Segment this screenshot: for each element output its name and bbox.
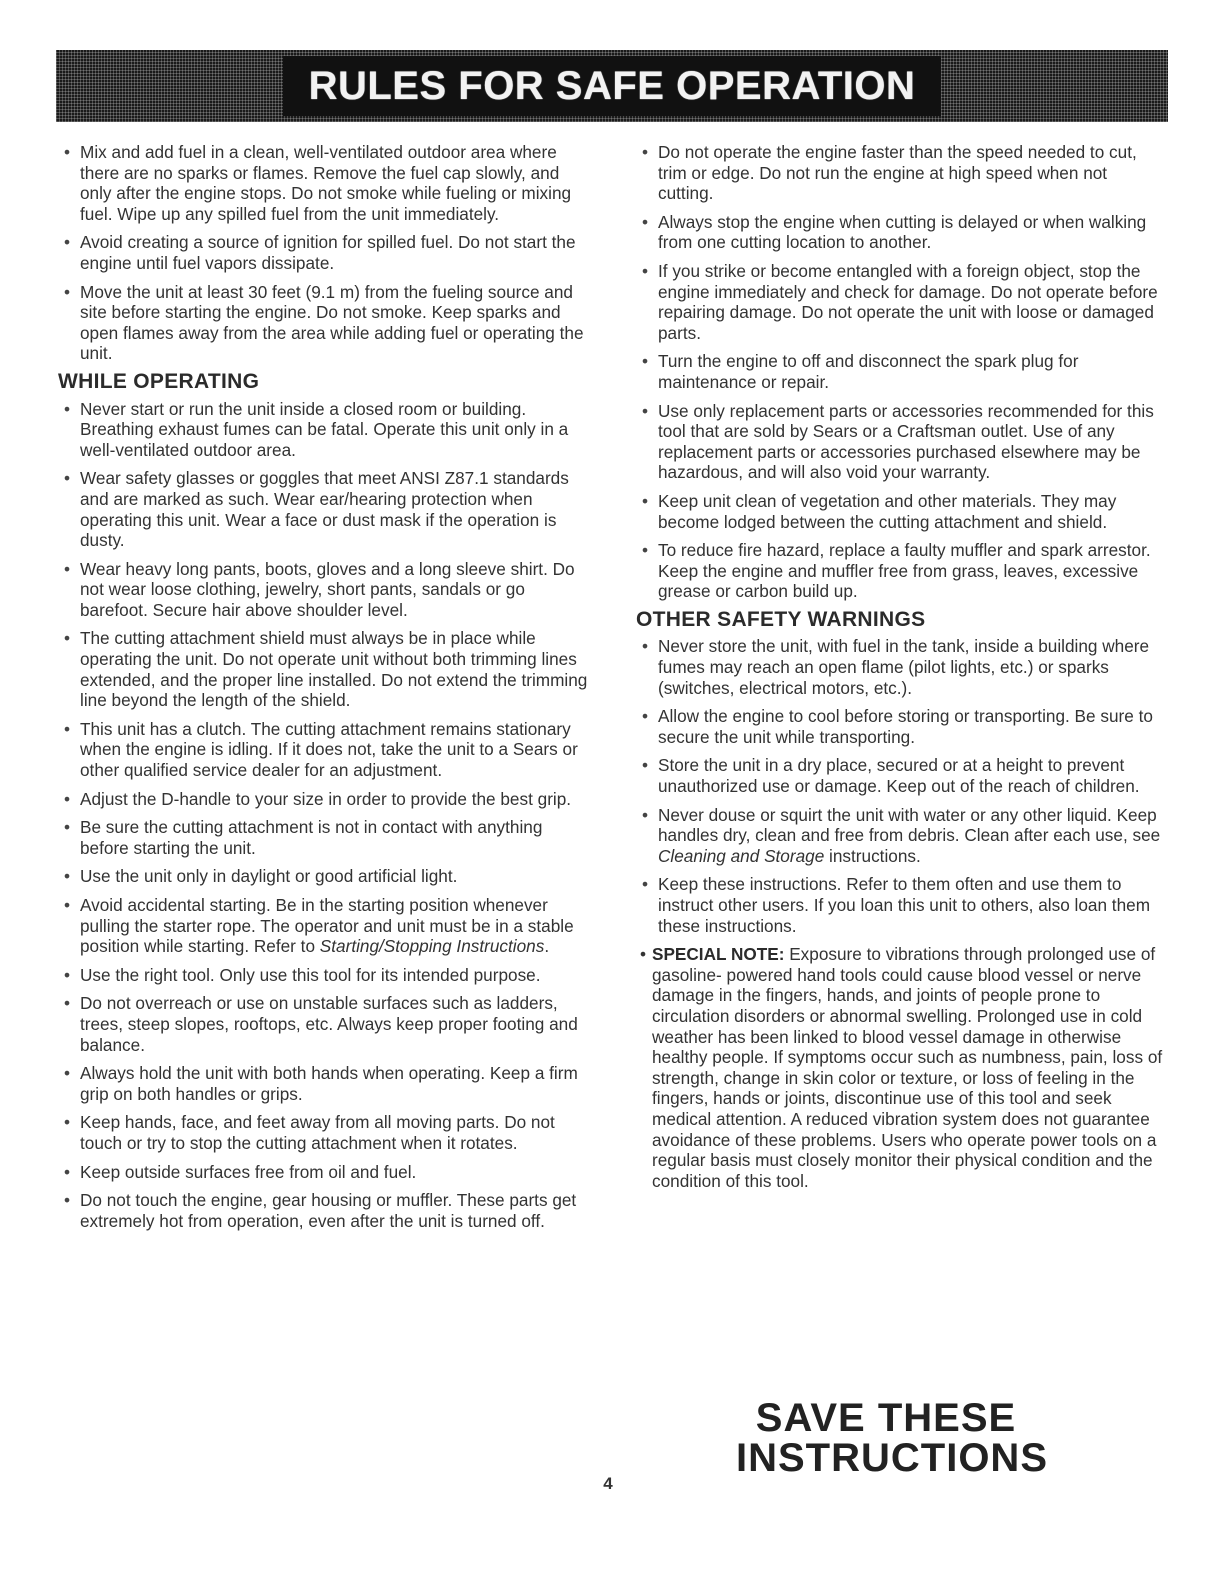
- list-item: • Allow the engine to cool before storing or transporting. Be sure to secure the unit while transporting.: [636, 706, 1166, 747]
- list-item: • Be sure the cutting attachment is not in contact with anything before starting the unit.: [58, 817, 588, 858]
- title-banner: [56, 50, 1168, 122]
- list-item: • Wear heavy long pants, boots, gloves and a long sleeve shirt. Do not wear loose clothing, jewelry, short pants, sandals or go barefoot. Secure hair above shoulder level.: [58, 559, 588, 621]
- list-item: • Never store the unit, with fuel in the tank, inside a building where fumes may reach an open flame (pilot lights, etc.) or sparks (switches, electrical motors, etc.).: [636, 636, 1166, 698]
- special-note-bullet: •: [640, 944, 647, 965]
- douse-item-text: Never douse or squirt the unit with water or any other liquid. Keep handles dry, clean and free from debris. Clean after each use, see: [658, 804, 1161, 846]
- list-item: • This unit has a clutch. The cutting attachment remains stationary when the engine is idling. If it does not, take the unit to a Sears or other qualified service dealer for an adjustment.: [58, 719, 588, 781]
- starting-item-end: .: [544, 936, 550, 957]
- list-item: • Keep hands, face, and feet away from all moving parts. Do not touch or try to stop the cutting attachment when it rotates.: [58, 1112, 588, 1153]
- while-operating-heading: WHILE OPERATING: [58, 369, 260, 393]
- page-number: 4: [603, 1474, 613, 1493]
- special-note-text: Exposure to vibrations through prolonged use of gasoline- powered hand tools could cause blood vessel or nerve damage in the fingers, hands, and joints of people prone to circulation disorders or abnormal swelling. Prolonged use in cold weather has been linked to blood vessel damage in otherwise healthy people. If symptoms occur such as numbness, pain, loss of strength, change in skin color or texture, or loss of feeling in the fingers, hands or joints, discontinue use of this tool and seek medical attention. A reduced vibration system does not guarantee avoidance of these problems. Users who operate power tools on a regular basis must closely monitor their physical condition and the condition of this tool.: [652, 944, 1163, 1191]
- special-note: [636, 944, 1166, 1191]
- other-safety-warnings-heading: OTHER SAFETY WARNINGS: [636, 607, 926, 631]
- list-item: • Use the right tool. Only use this tool for its intended purpose.: [58, 965, 588, 986]
- list-item: • Keep these instructions. Refer to them often and use them to instruct other users. If you loan this unit to others, also loan them these instructions.: [636, 874, 1166, 936]
- operating-rules-continued-list: [636, 142, 1166, 602]
- list-item: • Keep unit clean of vegetation and other materials. They may become lodged between the cutting attachment and shield.: [636, 491, 1166, 532]
- list-item: • Always stop the engine when cutting is delayed or when walking from one cutting location to another.: [636, 212, 1166, 253]
- list-item: • Avoid creating a source of ignition for spilled fuel. Do not start the engine until fuel vapors dissipate.: [58, 232, 588, 273]
- page-title: RULES FOR SAFE OPERATION: [283, 56, 942, 116]
- list-item: • Do not touch the engine, gear housing or muffler. These parts get extremely hot from operation, even after the unit is turned off.: [58, 1190, 588, 1231]
- list-item: • Store the unit in a dry place, secured or at a height to prevent unauthorized use or damage. Keep out of the reach of children.: [636, 755, 1166, 796]
- list-item: • To reduce fire hazard, replace a faulty muffler and spark arrestor. Keep the engine and muffler free from grass, leaves, excessive grease or carbon build up.: [636, 540, 1166, 602]
- list-item: • Always hold the unit with both hands when operating. Keep a firm grip on both handles or grips.: [58, 1063, 588, 1104]
- list-item: • If you strike or become entangled with a foreign object, stop the engine immediately and check for damage. Do not operate before repairing damage. Do not operate the unit with loose or damaged parts.: [636, 261, 1166, 343]
- list-item: • Do not operate the engine faster than the speed needed to cut, trim or edge. Do not run the engine at high speed when not cutting.: [636, 142, 1166, 204]
- starting-item-text: Avoid accidental starting. Be in the starting position whenever pulling the starter rope. The operator and unit must be in a stable position while starting. Refer to: [80, 895, 574, 957]
- starting-instructions-reference: Starting/Stopping Instructions: [319, 936, 545, 957]
- while-operating-list: [58, 399, 588, 1232]
- left-column: [58, 142, 588, 1239]
- list-item: • The cutting attachment shield must always be in place while operating the unit. Do not operate unit without both trimming lines extended, and the proper line installed. Do not extend the trimming line beyond the length of the shield.: [58, 628, 588, 710]
- list-item: • Move the unit at least 30 feet (9.1 m) from the fueling source and site before starting the engine. Do not smoke. Keep sparks and open flames away from the area while adding fuel or operating the unit.: [58, 282, 588, 364]
- cleaning-storage-reference: Cleaning and Storage: [658, 845, 825, 866]
- other-safety-warnings-list: [636, 636, 1166, 936]
- list-item: [636, 805, 1166, 867]
- special-note-label: SPECIAL NOTE:: [652, 944, 785, 965]
- save-line-2: INSTRUCTIONS: [736, 1436, 1048, 1480]
- fueling-rules-list: [58, 142, 588, 364]
- list-item: • Turn the engine to off and disconnect the spark plug for maintenance or repair.: [636, 351, 1166, 392]
- list-item: • Never start or run the unit inside a closed room or building. Breathing exhaust fumes can be fatal. Operate this unit only in a well-ventilated outdoor area.: [58, 399, 588, 461]
- right-column: [636, 142, 1166, 1191]
- douse-item-end: instructions.: [824, 845, 921, 866]
- list-item: • Use the unit only in daylight or good artificial light.: [58, 866, 588, 887]
- list-item: • Use only replacement parts or accessories recommended for this tool that are sold by Sears or a Craftsman outlet. Use of any replacement parts or accessories purchased elsewhere may be hazardous, and will also void your warranty.: [636, 401, 1166, 483]
- list-item: • Wear safety glasses or goggles that meet ANSI Z87.1 standards and are marked as such. Wear ear/hearing protection when operating this unit. Wear a face or dust mask if the operation is dusty.: [58, 468, 588, 550]
- list-item: • Mix and add fuel in a clean, well-ventilated outdoor area where there are no sparks or flames. Remove the fuel cap slowly, and only after the engine stops. Do not smoke while fueling or mixing fuel. Wipe up any spilled fuel from the unit immediately.: [58, 142, 588, 224]
- list-item: • Keep outside surfaces free from oil and fuel.: [58, 1162, 588, 1183]
- list-item: • Adjust the D-handle to your size in order to provide the best grip.: [58, 789, 588, 810]
- list-item: [58, 895, 588, 957]
- list-item: • Do not overreach or use on unstable surfaces such as ladders, trees, steep slopes, rooftops, etc. Always keep proper footing and balance.: [58, 993, 588, 1055]
- save-line-1: SAVE THESE: [755, 1396, 1017, 1440]
- save-instructions-callout: [736, 1396, 1048, 1480]
